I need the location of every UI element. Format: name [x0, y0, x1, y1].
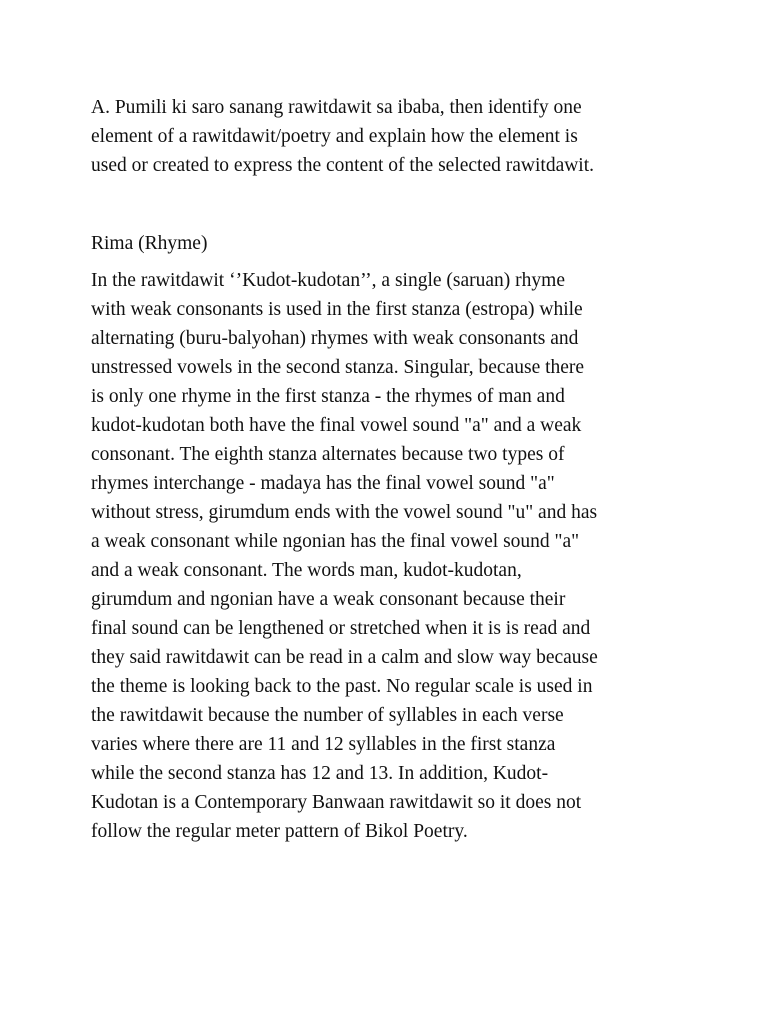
body-line: with weak consonants is used in the first stanza (estropa) while [91, 299, 583, 320]
section-heading: Rima (Rhyme) [91, 233, 208, 254]
body-line: while the second stanza has 12 and 13. In addition, Kudot- [91, 763, 549, 784]
body-line: without stress, girumdum ends with the vowel sound "u" and has [91, 502, 598, 523]
instruction-paragraph [91, 93, 691, 180]
body-line: and a weak consonant. The words man, kudot-kudotan, [91, 560, 522, 581]
body-line: girumdum and ngonian have a weak consonant because their [91, 589, 566, 610]
body-line: the theme is looking back to the past. No regular scale is used in [91, 676, 593, 697]
body-line: the rawitdawit because the number of syllables in each verse [91, 705, 564, 726]
body-line: consonant. The eighth stanza alternates because two types of [91, 444, 565, 465]
body-line: a weak consonant while ngonian has the final vowel sound "a" [91, 531, 580, 552]
body-line: unstressed vowels in the second stanza. Singular, because there [91, 357, 585, 378]
body-line: alternating (buru-balyohan) rhymes with weak consonants and [91, 328, 579, 349]
instruction-line: element of a rawitdawit/poetry and explain how the element is [91, 126, 578, 147]
body-line: is only one rhyme in the first stanza - the rhymes of man and [91, 386, 565, 407]
body-line: final sound can be lengthened or stretched when it is is read and [91, 618, 591, 639]
body-line: they said rawitdawit can be read in a calm and slow way because [91, 647, 598, 668]
body-line: kudot-kudotan both have the final vowel sound "a" and a weak [91, 415, 582, 436]
body-line: rhymes interchange - madaya has the final vowel sound "a" [91, 473, 555, 494]
instruction-line: used or created to express the content of the selected rawitdawit. [91, 155, 595, 176]
body-line: In the rawitdawit ‘’Kudot-kudotan’’, a single (saruan) rhyme [91, 270, 565, 291]
body-line: follow the regular meter pattern of Bikol Poetry. [91, 821, 468, 842]
instruction-line: A. Pumili ki saro sanang rawitdawit sa ibaba, then identify one [91, 97, 582, 118]
body-line: Kudotan is a Contemporary Banwaan rawitdawit so it does not [91, 792, 582, 813]
body-paragraph [91, 266, 691, 846]
body-line: varies where there are 11 and 12 syllables in the first stanza [91, 734, 556, 755]
